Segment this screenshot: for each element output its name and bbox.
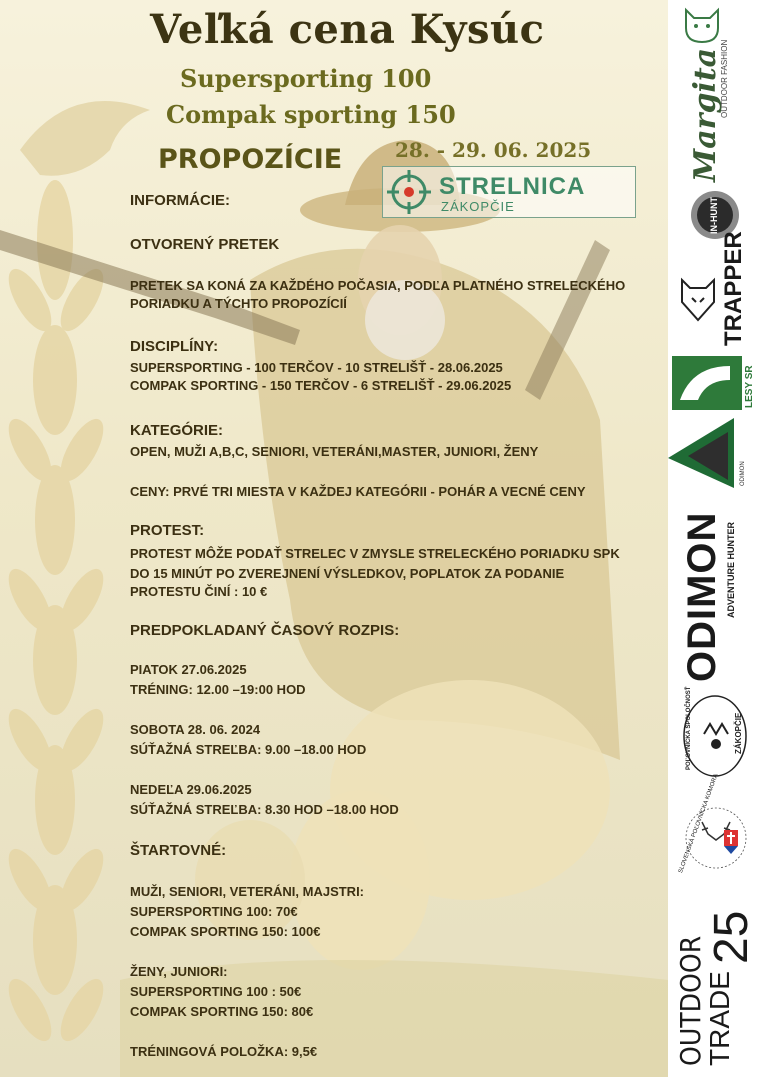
subtitle-supersporting: Supersporting 100: [180, 64, 432, 93]
outdoor-trade-word-2: TRADE: [704, 971, 735, 1066]
schedule-day-3-detail: SÚŤAŽNÁ STREĽBA: 8.30 HOD –18.00 HOD: [130, 802, 399, 817]
subtitle-compak: Compak sporting 150: [166, 100, 456, 129]
discipline-compak: COMPAK SPORTING - 150 TERČOV - 6 STRELIŠŤ - 29.06.2025: [130, 378, 512, 393]
sponsor-trapper: [678, 231, 758, 350]
fees-women-compak: COMPAK SPORTING 150: 80€: [130, 1004, 314, 1019]
open-race: OTVORENÝ PRETEK: [130, 236, 280, 253]
protest-line-2: DO 15 MINÚT PO ZVEREJNENÍ VÝSLEDKOV, POPLATOK ZA PODANIE: [130, 566, 565, 581]
schedule-day-2-detail: SÚŤAŽNÁ STREĽBA: 9.00 –18.00 HOD: [130, 742, 367, 757]
fees-training: TRÉNINGOVÁ POLOŽKA: 9,5€: [130, 1044, 318, 1059]
categories-list: OPEN, MUŽI A,B,C, SENIORI, VETERÁNI,MASTER, JUNIORI, ŽENY: [130, 444, 539, 459]
weather-line-1: PRETEK SA KONÁ ZA KAŽDÉHO POČASIA, PODĽA PLATNÉHO STRELECKÉHO: [130, 278, 626, 293]
cat-logo-icon: [682, 6, 722, 44]
sponsor-lesy: [672, 356, 758, 412]
crosshair-icon: [387, 170, 431, 214]
odimon-name: ODIMON: [680, 511, 724, 682]
sponsor-odimon-mark: [668, 416, 761, 492]
event-dates: 28. - 29. 06. 2025: [395, 138, 592, 162]
prizes: CENY: PRVÉ TRI MIESTA V KAŽDEJ KATEGÓRII - POHÁR A VECNÉ CENY: [130, 484, 586, 499]
sponsor-chamber: [678, 773, 758, 876]
sponsor-outdoor-trade: [674, 880, 760, 1072]
sponsor-odimon: [668, 496, 761, 692]
section-title: PROPOZÍCIE: [158, 144, 343, 175]
categories-heading: KATEGÓRIE:: [130, 422, 224, 439]
protest-heading: PROTEST:: [130, 522, 205, 539]
fees-men-heading: MUŽI, SENIORI, VETERÁNI, MAJSTRI:: [130, 884, 365, 899]
sponsor-column: [668, 0, 761, 1077]
venue-place: ZÁKOPČIE: [441, 199, 515, 214]
fees-men-compak: COMPAK SPORTING 150: 100€: [130, 924, 321, 939]
schedule-heading: PREDPOKLADANÝ ČASOVÝ ROZPIS:: [130, 622, 400, 639]
disciplines-heading: DISCIPLÍNY:: [130, 338, 219, 355]
info-heading: INFORMÁCIE:: [130, 192, 230, 209]
weather-line-2: PORIADKU A TÝCHTO PROPOZÍCIÍ: [130, 296, 347, 311]
poster-title: Veľká cena Kysúc: [150, 6, 545, 53]
schedule-day-3: NEDEĽA 29.06.2025: [130, 782, 252, 797]
schedule-day-2: SOBOTA 28. 06. 2024: [130, 722, 261, 737]
venue-logo: [382, 166, 636, 218]
sponsor-margita: [668, 0, 761, 190]
fees-heading: ŠTARTOVNÉ:: [130, 842, 227, 859]
odimon-mountain-icon: [668, 418, 738, 488]
schedule-day-1: PIATOK 27.06.2025: [130, 662, 247, 677]
trapper-name: TRAPPER: [720, 231, 747, 346]
lesy-name: LESY SR: [744, 365, 755, 408]
wolf-logo-icon: [678, 274, 718, 322]
outdoor-trade-number: 25: [705, 910, 758, 964]
discipline-supersporting: SUPERSPORTING - 100 TERČOV - 10 STRELIŠŤ - 28.06.2025: [130, 360, 503, 375]
protest-line-3: PROTESTU ČINÍ : 10 €: [130, 584, 268, 599]
sponsor-hunting-society: [682, 686, 748, 778]
margita-tag: OUTDOOR FASHION: [720, 39, 729, 118]
chamber-name: SLOVENSKÁ POĽOVNÍCKA KOMORA: [678, 773, 720, 875]
protest-line-1: PROTEST MÔŽE PODAŤ STRELEC V ZMYSLE STRELECKÉHO PORIADKU SPK: [130, 546, 620, 561]
fees-men-supersporting: SUPERSPORTING 100: 70€: [130, 904, 298, 919]
hunting-society-name: POĽOVNÍCKA SPOLOČNOSŤ: [686, 686, 692, 770]
schedule-day-1-detail: TRÉNING: 12.00 –19:00 HOD: [130, 682, 306, 697]
margita-name: Margita: [688, 47, 723, 182]
odimon-small-text: ODIMON: [740, 461, 746, 486]
fees-women-heading: ŽENY, JUNIORI:: [130, 964, 228, 979]
odimon-tag: ADVENTURE HUNTER: [726, 521, 736, 618]
venue-name: STRELNICA: [439, 173, 586, 200]
outdoor-trade-word-1: OUTDOOR: [674, 935, 707, 1066]
hunting-society-place: ZÁKOPČIE: [734, 712, 743, 754]
fees-women-supersporting: SUPERSPORTING 100 : 50€: [130, 984, 302, 999]
lesy-logo-icon: [672, 356, 742, 410]
inhunt-name: IN-HUNT: [709, 197, 719, 234]
